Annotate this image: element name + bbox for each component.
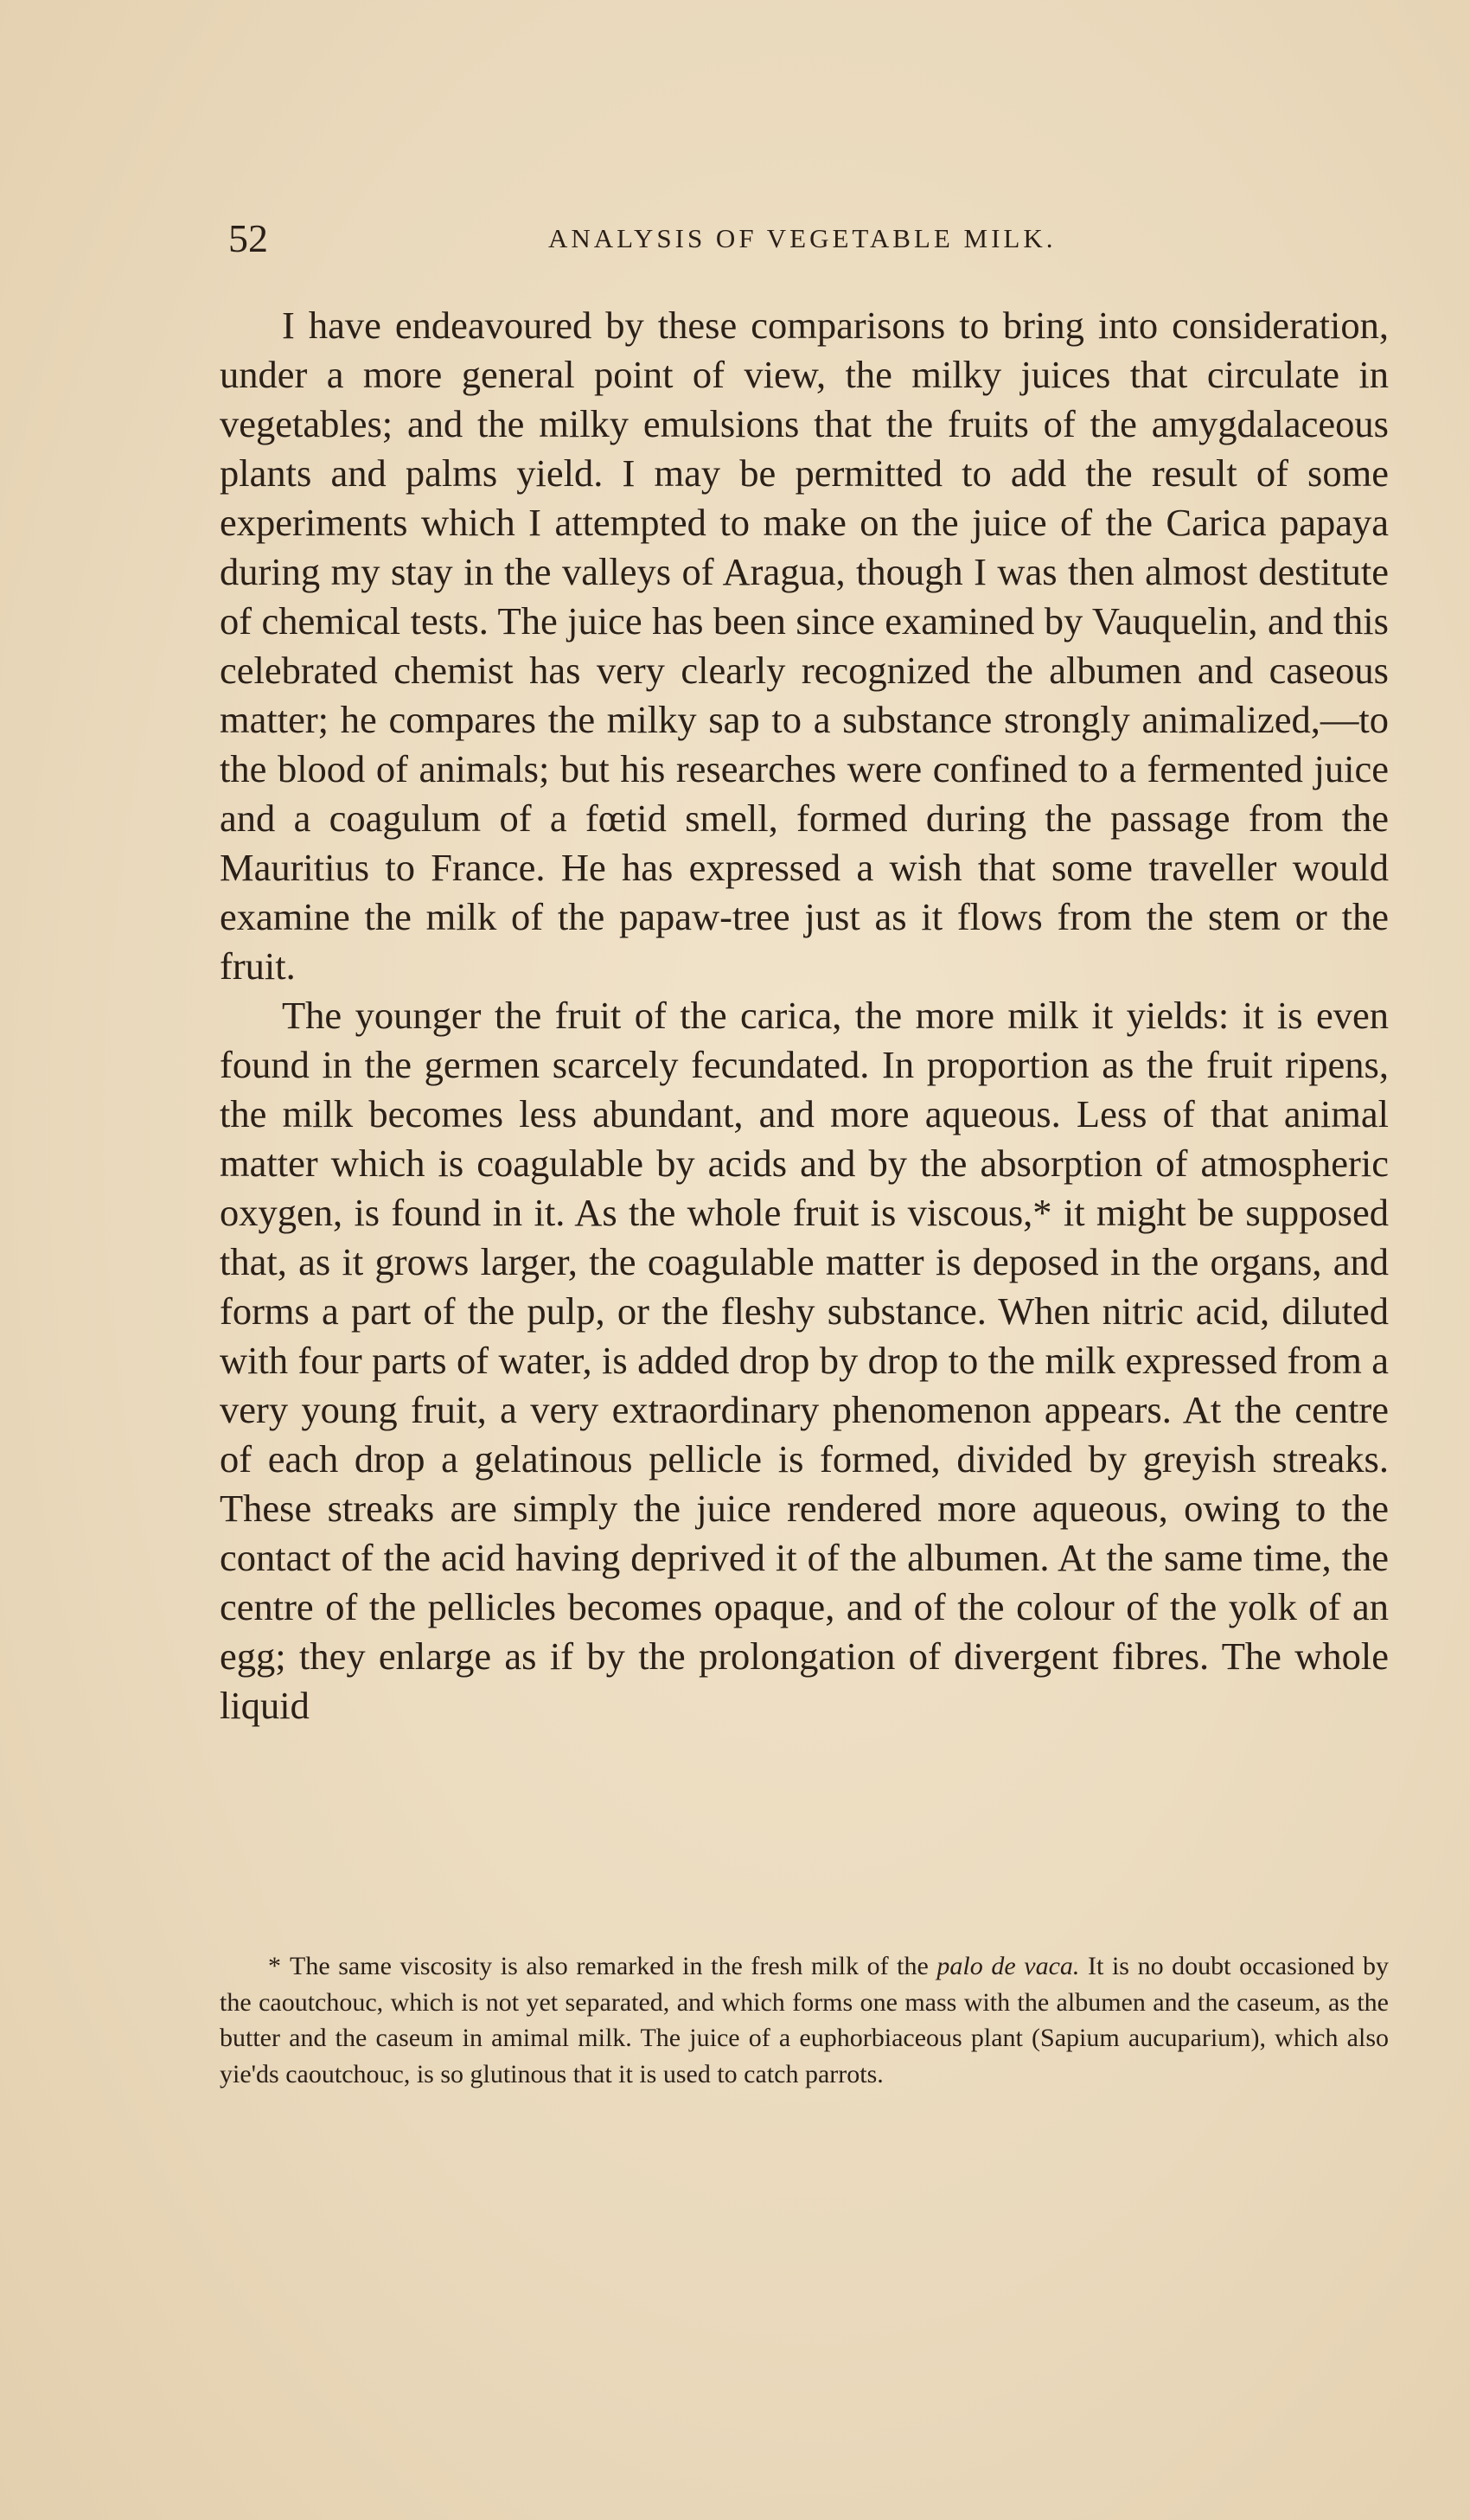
paragraph: I have endeavoured by these comparisons to bring into consideration, under a more general point of view, the milky juices that circulate in vegetables; and the milky emulsions that the fruits of the amygdalaceous plants and palms yield. I may be permitted to add the result of some experiments which I attempted to make on the juice of the Carica papaya during my stay in the valleys of Aragua, though I was then almost destitute of chemical tests. The juice has been since examined by Vauquelin, and this celebrated chemist has very clearly recognized the albumen and caseous matter; he compares the milky sap to a substance strongly animalized,—to the blood of animals; but his researches were confined to a fermented juice and a coagulum of a fœtid smell, formed during the passage from the Mauritius to France. He has expressed a wish that some traveller would examine the milk of the papaw-tree just as it flows from the stem or the fruit.: [220, 304, 1389, 988]
page-header: [228, 213, 1396, 265]
body-text: [220, 301, 1389, 1730]
page-number: 52: [228, 216, 268, 260]
paragraph: The younger the fruit of the carica, the more milk it yields: it is even found in the germen scarcely fecundated. In proportion as the fruit ripens, the milk becomes less abundant, and more aqueous. Less of that animal matter which is coagulable by acids and by the absorption of atmospheric oxygen, is found in it. As the whole fruit is viscous,* it might be supposed that, as it grows larger, the coagulable matter is deposed in the organs, and forms a part of the pulp, or the fleshy substance. When nitric acid, diluted with four parts of water, is added drop by drop to the milk expressed from a very young fruit, a very extraordinary phenomenon appears. At the centre of each drop a gelatinous pellicle is formed, divided by greyish streaks. These streaks are simply the juice rendered more aqueous, owing to the contact of the acid having deprived it of the albumen. At the same time, the centre of the pellicles becomes opaque, and of the colour of the yolk of an egg; they enlarge as if by the prolongation of divergent fibres. The whole liquid: [220, 994, 1389, 1727]
footnote-text-start: The same viscosity is also remarked in the fresh milk of the: [290, 1952, 929, 1980]
footnote-italic-term: palo de vaca.: [936, 1952, 1080, 1980]
footnote-paragraph: [220, 1948, 1389, 2092]
footnote-marker: *: [268, 1952, 281, 1980]
footnote: [220, 1948, 1389, 2092]
footnote-text-end: It is no doubt occasioned by the caoutchouc, which is not yet separated, and which forms one mass with the albumen and the caseum, as the butter and the caseum in amimal milk. The juice of a euphorbiaceous plant (Sapium aucuparium), which also yie'ds caoutchouc, is so glutinous that it is used to catch parrots.: [220, 1952, 1389, 2088]
running-title: ANALYSIS OF VEGETABLE MILK.: [548, 223, 1057, 253]
